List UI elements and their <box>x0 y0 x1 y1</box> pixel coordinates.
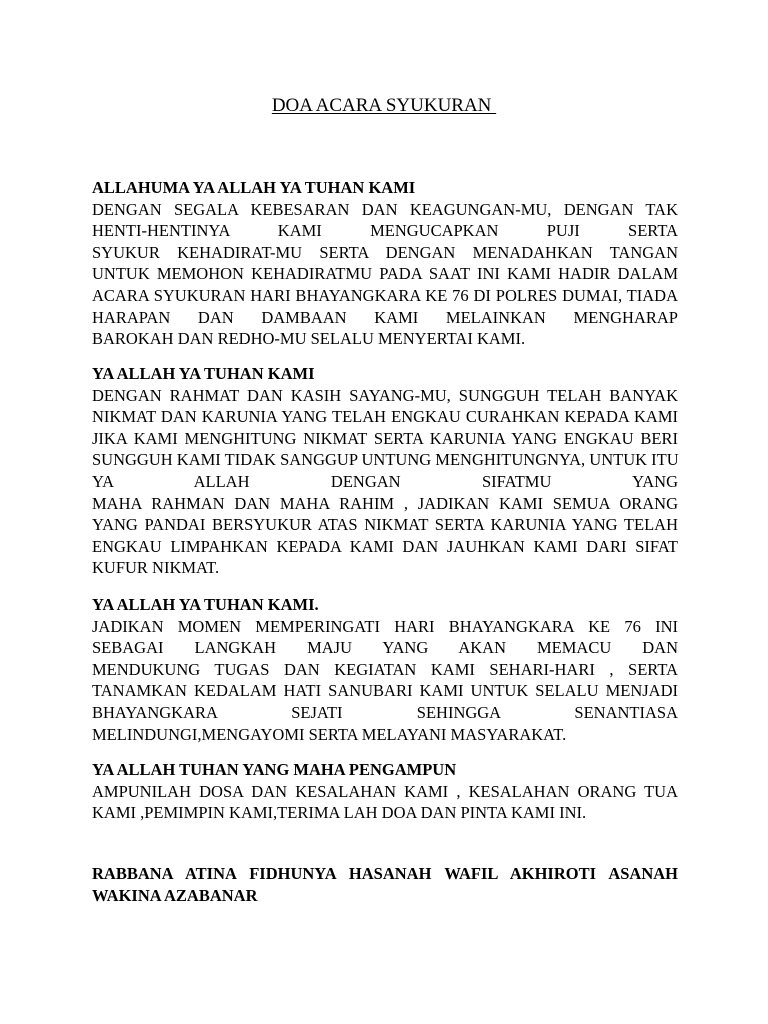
paragraph-line: YA ALLAH DENGAN SIFATMU YANG <box>92 471 678 491</box>
paragraph-line: SYUKUR KEHADIRAT-MU SERTA DENGAN MENADAHKAN TANGAN <box>92 242 678 262</box>
paragraph-line: JADIKAN MOMEN MEMPERINGATI HARI BHAYANGKARA KE 76 INI <box>92 616 678 636</box>
paragraph-line: KAMI ,PEMIMPIN KAMI,TERIMA LAH DOA DAN PINTA KAMI INI. <box>92 803 587 823</box>
section-heading: ALLAHUMA YA ALLAH YA TUHAN KAMI <box>92 178 416 197</box>
paragraph-line: SEBAGAI LANGKAH MAJU YANG AKAN MEMACU DAN <box>92 638 678 658</box>
paragraph-line: UNTUK MEMOHON KEHADIRATMU PADA SAAT INI KAMI HADIR DALAM <box>92 264 678 284</box>
paragraph-line: ENGKAU LIMPAHKAN KEPADA KAMI DAN JAUHKAN KAMI DARI SIFAT <box>92 536 678 556</box>
paragraph-line: MAHA RAHMAN DAN MAHA RAHIM , JADIKAN KAMI SEMUA ORANG <box>92 493 678 513</box>
section-heading: YA ALLAH YA TUHAN KAMI <box>92 364 315 383</box>
section-heading: YA ALLAH TUHAN YANG MAHA PENGAMPUN <box>92 760 457 779</box>
paragraph-line: DENGAN RAHMAT DAN KASIH SAYANG-MU, SUNGGUH TELAH BANYAK <box>92 385 678 405</box>
paragraph-line: ACARA SYUKURAN HARI BHAYANGKARA KE 76 DI POLRES DUMAI, TIADA <box>92 285 678 305</box>
paragraph-line: MELINDUNGI,MENGAYOMI SERTA MELAYANI MASYARAKAT. <box>92 724 567 744</box>
closing-prayer <box>92 863 678 906</box>
paragraph-line: AMPUNILAH DOSA DAN KESALAHAN KAMI , KESALAHAN ORANG TUA <box>92 781 678 801</box>
paragraph-line: DENGAN SEGALA KEBESARAN DAN KEAGUNGAN-MU, DENGAN TAK <box>92 199 678 219</box>
paragraph-line: JIKA KAMI MENGHITUNG NIKMAT SERTA KARUNIA YANG ENGKAU BERI <box>92 428 678 448</box>
closing-line: WAKINA AZABANAR <box>92 885 258 905</box>
document-title: DOA ACARA SYUKURAN <box>271 95 497 116</box>
paragraph-line: BAROKAH DAN REDHO-MU SELALU MENYERTAI KAMI. <box>92 329 526 349</box>
paragraph-line: TANAMKAN KEDALAM HATI SANUBARI KAMI UNTUK SELALU MENJADI <box>92 681 678 701</box>
paragraph-line: HARAPAN DAN DAMBAAN KAMI MELAINKAN MENGHARAP <box>92 307 678 327</box>
prayer-section-3 <box>92 594 678 745</box>
paragraph-line: SUNGGUH KAMI TIDAK SANGGUP UNTUNG MENGHITUNGNYA, UNTUK ITU <box>92 450 679 470</box>
prayer-section-2 <box>92 363 678 579</box>
section-heading: YA ALLAH YA TUHAN KAMI. <box>92 595 319 614</box>
paragraph-line: HENTI-HENTINYA KAMI MENGUCAPKAN PUJI SERTA <box>92 221 678 241</box>
paragraph-line: MENDUKUNG TUGAS DAN KEGIATAN KAMI SEHARI-HARI , SERTA <box>92 659 678 679</box>
paragraph-line: YANG PANDAI BERSYUKUR ATAS NIKMAT SERTA KARUNIA YANG TELAH <box>92 515 678 535</box>
paragraph-line: KUFUR NIKMAT. <box>92 558 220 578</box>
prayer-section-4 <box>92 759 678 824</box>
prayer-section-1 <box>92 177 678 350</box>
paragraph-line: BHAYANGKARA SEJATI SEHINGGA SENANTIASA <box>92 702 678 722</box>
closing-line: RABBANA ATINA FIDHUNYA HASANAH WAFIL AKHIROTI ASANAH <box>92 864 678 883</box>
paragraph-line: NIKMAT DAN KARUNIA YANG TELAH ENGKAU CURAHKAN KEPADA KAMI <box>92 407 678 427</box>
